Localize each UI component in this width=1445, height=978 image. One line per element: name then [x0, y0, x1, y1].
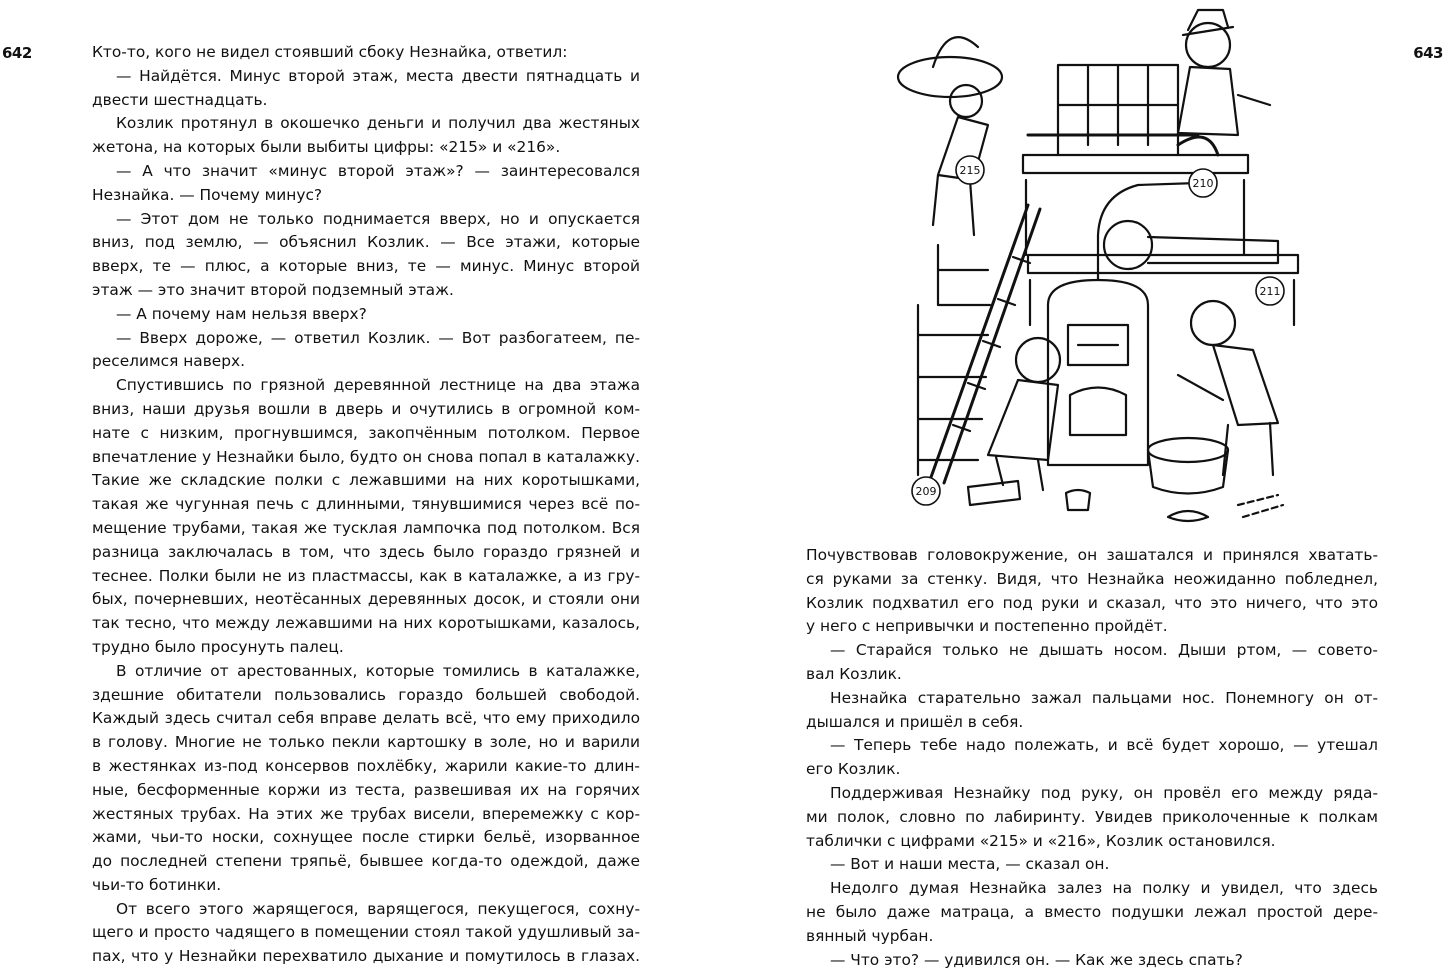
- text-line: этаж — это значит второй подземный этаж.: [92, 280, 454, 299]
- text-line: не было даже матраца, а вместо подушки лежал простой дере-: [806, 902, 1378, 921]
- page-body-text: [806, 544, 1378, 972]
- page-number: 642: [2, 44, 32, 62]
- text-line: ся руками за стенку. Видя, что Незнайка неожиданно побледнел,: [806, 569, 1378, 588]
- bunk-number-209: 209: [915, 485, 937, 498]
- text-line: вниз, наши друзья вошли в дверь и очутились в огромной ком-: [92, 399, 640, 418]
- bunk-number-211: 211: [1259, 285, 1281, 298]
- text-line: нате с низким, прогнувшимся, закопчённым потолком. Первое: [92, 423, 640, 442]
- text-line: — Старайся только не дышать носом. Дыши ртом, — совето-: [830, 641, 1378, 660]
- text-line: — Что это? — удивился он. — Как же здесь спать?: [830, 950, 1243, 969]
- text-line: — Этот дом не только поднимается вверх, но и опускается: [116, 209, 640, 228]
- text-line: трудно было просунуть палец.: [92, 637, 344, 656]
- right-page: [722, 0, 1445, 978]
- text-line: Спустившись по грязной деревянной лестнице на два этажа: [116, 376, 640, 395]
- text-line: — Найдётся. Минус второй этаж, места двести пятнадцать и: [116, 66, 640, 85]
- text-line: — А что значит «минус второй этаж»? — заинтересовался: [116, 161, 640, 180]
- text-line: вал Козлик.: [806, 664, 902, 683]
- text-line: Козлик протянул в окошечко деньги и получил два жестяных: [116, 114, 640, 133]
- text-line: Поддерживая Незнайку под руку, он провёл его между ряда-: [830, 783, 1378, 802]
- text-line: вверх, те — плюс, а которые вниз, те — минус. Минус второй: [92, 257, 640, 276]
- text-line: теснее. Полки были не из пластмассы, как в каталажке, а из гру-: [92, 566, 640, 585]
- page-body-text: [92, 41, 640, 969]
- text-line: Кто-то, кого не видел стоявший сбоку Незнайка, ответил:: [92, 43, 568, 61]
- text-line: Незнайка старательно зажал пальцами нос. Понемногу он от-: [830, 688, 1378, 707]
- text-line: Козлик подхватил его под руки и сказал, что это ничего, что это: [806, 593, 1378, 612]
- page-number: 643: [1413, 44, 1443, 62]
- text-line: пах, что у Незнайки перехватило дыхание и помутилось в глазах.: [92, 947, 640, 966]
- text-line: до последней степени тряпьё, бывшее когда-то одеждой, даже: [92, 852, 640, 871]
- bunk-number-210: 210: [1192, 177, 1214, 190]
- text-line: в голову. Многие не только пекли картошку в золе, но и варили: [92, 733, 640, 752]
- text-line: бых, почерневших, неотёсанных деревянных досок, и стояли они: [92, 590, 640, 609]
- text-line: так тесно, что между лежавшими на них коротышками, казалось,: [92, 614, 640, 633]
- text-line: Незнайка. — Почему минус?: [92, 185, 323, 204]
- text-line: здешние обитатели пользовались гораздо большей свободой.: [92, 685, 640, 704]
- illustration-dormitory-bunks: [878, 5, 1314, 527]
- text-line: — Теперь тебе надо полежать, и всё будет хорошо, — утешал: [830, 736, 1378, 755]
- text-line: реселимся наверх.: [92, 352, 246, 371]
- text-line: у него с непривычки и постепенно пройдёт.: [806, 617, 1168, 636]
- left-page: [0, 0, 722, 978]
- text-line: В отличие от арестованных, которые томились в каталажке,: [116, 661, 640, 680]
- text-line: ные, бесформенные коржи из теста, развешивая их на горячих: [92, 780, 640, 799]
- text-line: таблички с цифрами «215» и «216», Козлик остановился.: [806, 831, 1276, 850]
- text-line: впечатление у Незнайки было, будто он снова попал в каталажку.: [92, 447, 640, 466]
- text-line: — Вверх дороже, — ответил Козлик. — Вот разбогатеем, пе-: [116, 328, 640, 347]
- text-line: жами, чьи-то носки, сохнущее после стирки бельё, изорванное: [92, 828, 640, 847]
- text-line: жестяных трубах. На этих же трубах висели, вперемежку с кор-: [92, 804, 640, 823]
- text-line: Каждый здесь считал себя вправе делать всё, что ему приходило: [92, 709, 640, 728]
- text-line: мещение трубами, такая же тусклая лампочка под потолком. Вся: [92, 518, 640, 537]
- text-line: такая же чугунная печь с длинными, тянувшимися через всё по-: [92, 495, 640, 514]
- text-line: двести шестнадцать.: [92, 90, 268, 109]
- text-line: От всего этого жарящегося, варящегося, пекущегося, сохну-: [116, 899, 640, 918]
- text-line: в жестянках из-под консервов похлёбку, жарили какие-то длин-: [92, 756, 640, 775]
- text-line: ми полок, словно по лабиринту. Увидев приколоченные к полкам: [806, 807, 1378, 826]
- text-line: вниз, под землю, — объяснил Козлик. — Все этажи, которые: [92, 233, 640, 252]
- text-line: разница заключалась в том, что здесь было гораздо грязней и: [92, 542, 640, 561]
- text-line: вянный чурбан.: [806, 926, 934, 945]
- text-line: Такие же складские полки с лежавшими на них коротышками,: [92, 471, 640, 490]
- text-line: — А почему нам нельзя вверх?: [116, 304, 367, 323]
- text-line: чьи-то ботинки.: [92, 875, 222, 894]
- text-line: Почувствовав головокружение, он зашатался и принялся хватать-: [806, 546, 1378, 564]
- text-line: Недолго думая Незнайка залез на полку и увидел, что здесь: [830, 879, 1378, 898]
- text-line: — Вот и наши места, — сказал он.: [830, 855, 1110, 874]
- text-line: его Козлик.: [806, 760, 901, 779]
- text-line: жетона, на которых были выбиты цифры: «215» и «216».: [92, 138, 561, 157]
- bunk-number-215: 215: [959, 164, 981, 177]
- text-line: дышался и пришёл в себя.: [806, 712, 1024, 731]
- text-line: щего и просто чадящего в помещении стоял такой удушливый за-: [92, 923, 640, 942]
